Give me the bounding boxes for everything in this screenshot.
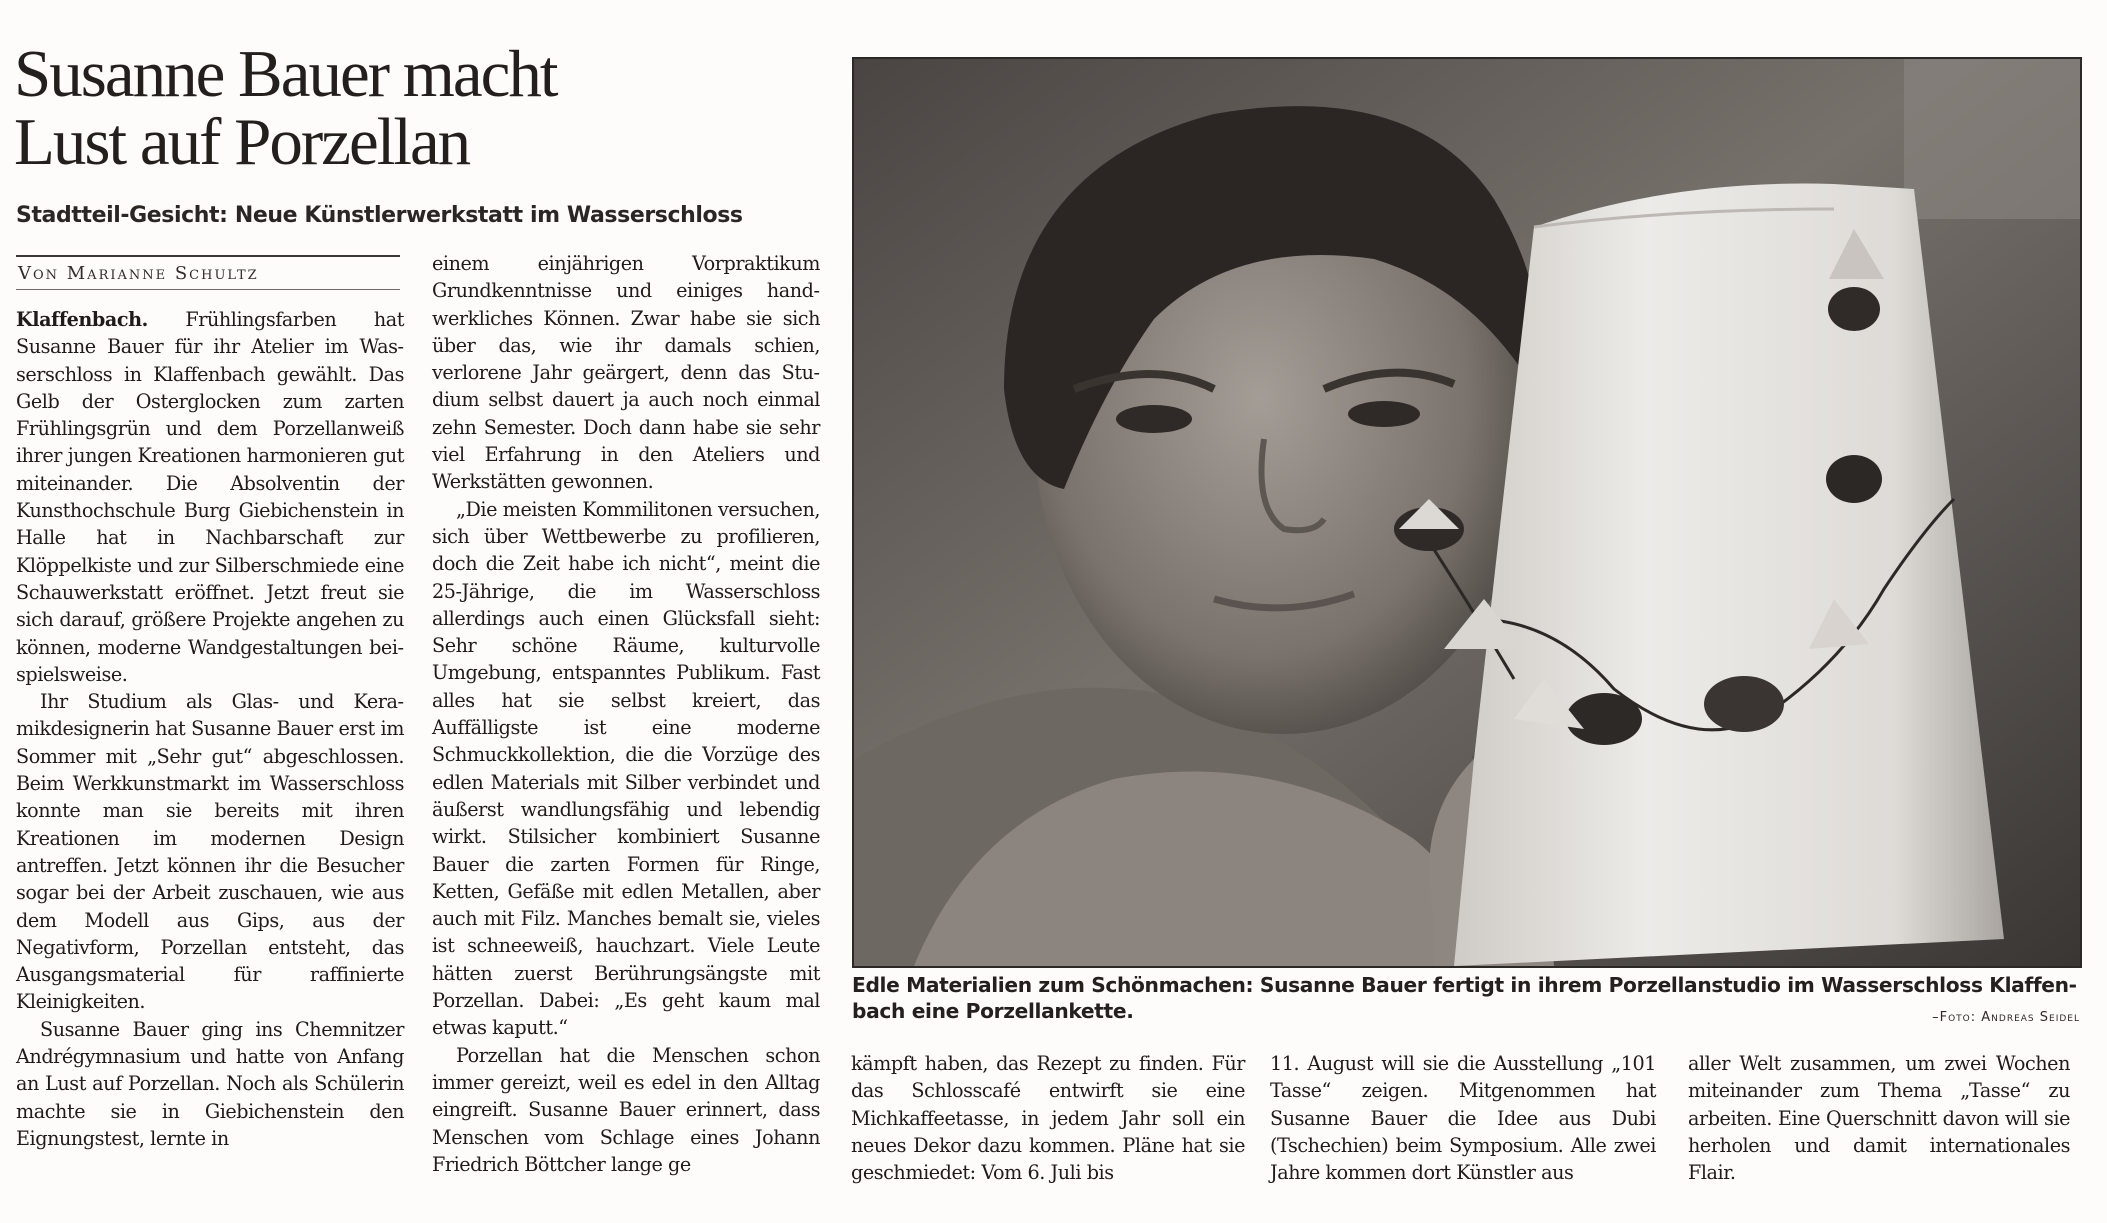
article-column-2: [432, 250, 820, 1200]
paragraph: Porzellan hat die Menschen schon immer gereizt, weil es edel in den Alltag eingreift. Susanne Bauer erinnert, dass Menschen vom Schlage eines Johann Friedrich Böttcher lange ge: [432, 1043, 820, 1176]
article-column-3: [851, 1050, 1245, 1200]
headline-line-1: Susanne Bauer macht: [14, 37, 557, 111]
paragraph: kämpft haben, das Rezept zu finden. Für das Schlosscafé entwirft sie eine Michkaffeetasse, in jedem Jahr soll ein neues Dekor dazu kommen. Pläne hat sie geschmiedet: Vom 6. Juli bis: [851, 1052, 1245, 1185]
article-photo: [852, 57, 2082, 968]
paragraph: [16, 306, 404, 688]
headline: [14, 37, 794, 179]
paragraph: 11. August will sie die Ausstellung „101 Tasse“ zeigen. Mitgenommen hat Susanne Bauer die Idee aus Dubi (Tschechien) beim Symposium. Alle zwei Jahre kommen dort Künstler aus: [1270, 1052, 1656, 1185]
paragraph: aller Welt zusammen, um zwei Wochen miteinander zum Thema „Tasse“ zu arbeiten. Eine Querschnitt davon will sie herholen und damit internationales Flair.: [1688, 1052, 2070, 1185]
byline: Von Marianne Schultz: [16, 255, 400, 290]
dateline-place: Klaffenbach.: [16, 308, 148, 331]
paragraph-text: Frühlingsfarben hat Susanne Bauer für ihr Atelier im Wasserschloss in Klaffenbach gewählt. Das Gelb der Osterglocken zum zarten Frühlingsgrün und dem Porzellanweiß ihrer jungen Kreationen harmonieren gut miteinander. Die Absolventin der Kunsthochschule Burg Giebichenstein in Halle hat in Nachbarschaft zur Klöppelkiste und zur Silberschmiede eine Schauwerkstatt eröffnet. Jetzt freut sie sich darauf, größere Projekte angehen zu können, moderne Wandgestaltungen beispielsweise.: [16, 308, 404, 686]
article-column-1: [16, 306, 404, 1196]
paragraph: Susanne Bauer ging ins Chemnitzer Andrégymnasium und hatte von Anfang an Lust auf Porzellan. Noch als Schülerin machte sie in Giebichenstein den Eignungstest, lernte in: [16, 1017, 404, 1150]
paragraph: Ihr Studium als Glas- und Keramikdesignerin hat Susanne Bauer erst im Sommer mit „Sehr gut“ abgeschlossen. Beim Werkkunstmarkt im Wasserschloss konnte man sie bereits mit ihren Kreationen im modernen Design antreffen. Jetzt können ihr die Besucher sogar bei der Arbeit zuschauen, wie aus dem Modell aus Gips, aus der Negativform, Porzellan entsteht, das Ausgangsmaterial für raffinierte Kleinigkeiten.: [16, 690, 404, 1014]
paragraph: einem einjährigen Vorpraktikum Grundkenntnisse und einiges handwerkliches Können. Zwar habe sie sich über das, wie ihr damals schien, verlorene Jahr geärgert, denn das Studium selbst dauert ja auch noch einmal zehn Semester. Doch dann habe sie sehr viel Erfahrung in den Ateliers und Werkstätten gewonnen.: [432, 252, 820, 494]
headline-line-2: Lust auf Porzellan: [14, 105, 470, 179]
article-column-5: [1688, 1050, 2070, 1200]
photo-credit: –Foto: Andreas Seidel: [1932, 1010, 2080, 1025]
photo-caption: Edle Materialien zum Schönmachen: Susanne Bauer fertigt in ihrem Porzellanstudio im Wasserschloss Klaffenbach eine Porzellankette.: [852, 973, 2078, 1023]
subheadline: Stadtteil-Gesicht: Neue Künstlerwerkstatt im Wasserschloss: [16, 203, 743, 228]
article-column-4: [1270, 1050, 1656, 1200]
paragraph: „Die meisten Kommilitonen versuchen, sich über Wettbewerbe zu profilieren, doch die Zeit habe ich nicht“, meint die 25-Jährige, die im Wasserschloss allerdings auch einen Glücksfall sieht: Sehr schöne Räume, kulturvolle Umgebung, entspanntes Publikum. Fast alles hat sie selbst kreiert, das Auffälligste ist eine moderne Schmuckkollektion, die die Vorzüge des edlen Materials mit Silber verbindet und äußerst wandlungsfähig und lebendig wirkt. Stilsicher kombiniert Susanne Bauer die zarten Formen für Ringe, Ketten, Gefäße mit edlen Metallen, aber auch mit Filz. Manches bemalt sie, vieles ist schneeweiß, hauchzart. Viele Leute hätten zuerst Berührungsängste mit Porzellan. Dabei: „Es geht kaum mal etwas kaputt.“: [432, 497, 820, 1040]
